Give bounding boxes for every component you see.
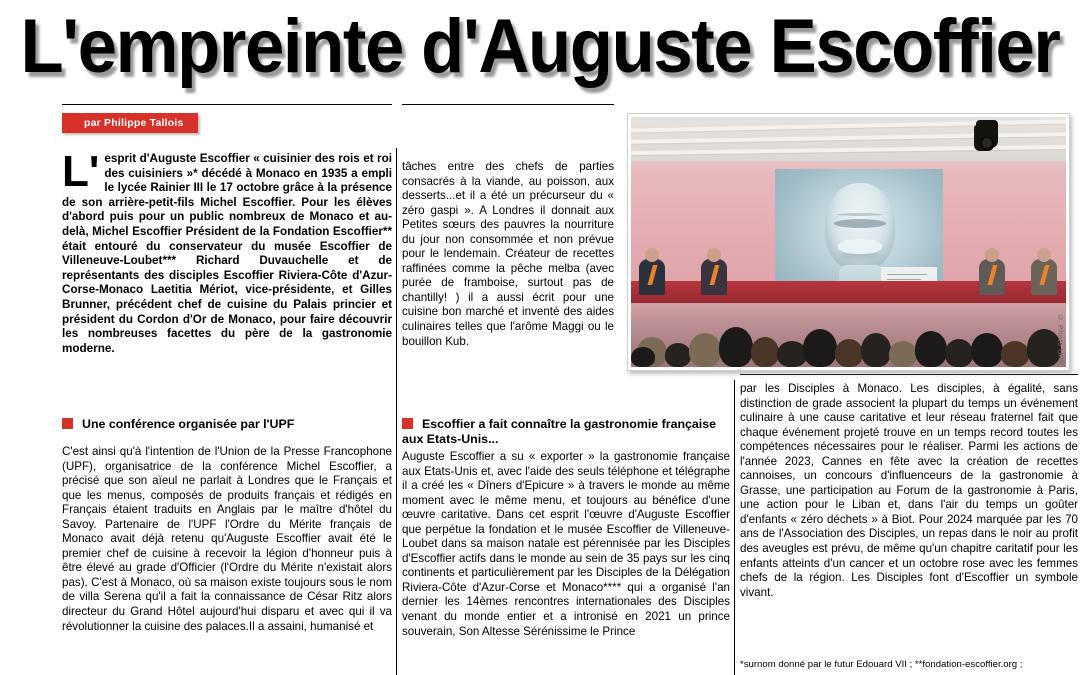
ceiling-lights <box>631 117 1066 161</box>
photo-credit: © Photo UPF <box>1056 313 1065 366</box>
section-heading-upf <box>62 417 398 432</box>
red-square-bullet-icon <box>402 418 413 429</box>
audience <box>631 287 1066 367</box>
column1-body: C'est ainsi qu'à l'intention de l'Union de la Presse Francophone (UPF), organisatrice de la conférence Michel Escoffier, a précisé que son aïeul ne parlait à Londres que le Français et que les menus, composés de produits français et rédigés en Français étaient traduits en Anglais par le maître d'hôtel du Savoy. Partenaire de l'UPF l'Ordre du Mérite français de Monaco avait déjà retenu qu'Auguste Escoffier avait été le premier chef de cuisine à recevoir la légion d'honneur puis à être élevé au grade d'Officier (l'Ordre du Mérite n'existait alors pas). C'est à Monaco, où sa maison existe toujours sous le nom de villa Serena qu'il a fait la connaissance de César Ritz alors directeur du Grand Hôtel aujourd'hui disparu et avec qui il va révolutionner la cuisine des palaces.Il a assaini, humanisé et <box>62 445 392 633</box>
escoffier-portrait <box>825 183 895 271</box>
section-heading-upf-label: Une conférence organisée par l'UPF <box>82 417 295 431</box>
section-heading-etats-unis-label: Escoffier a fait connaître la gastronomie française aux Etats-Unis... <box>402 417 717 447</box>
photo-image <box>631 117 1066 367</box>
footnote: *surnom donné par le futur Edouard VII ; **fondation-escoffier.org ; <box>740 659 1023 670</box>
column2-body-wide: Auguste Escoffier a su « exporter » la gastronomie française aux Etats-Unis et, avec l'aide des seuls téléphone et télégraphe il a créé les « Dîners d'Epicure » à travers le monde au même moment avec le même menu, et toujours au bénéfice d'une œuvre caritative. Dans cet esprit l'œuvre d'Auguste Escoffier que perpétue la fondation et le musée Escoffier de Villeneuve-Loubet dans sa maison natale est pérennisée par les Disciples d'Escoffier actifs dans le monde au sein de 35 pays sur les cinq continents et particulièrement par les Disciples de la Délégation Riviera-Côte d'Azur-Corse et Monaco**** qui a organisé l'an dernier les 14èmes rencontres internationales des Disciples venant du monde entier et a intronisé en 2021 un prince souverain, Son Altesse Sérénissime le Prince <box>402 450 730 638</box>
red-square-bullet-icon <box>62 418 73 429</box>
column3-body: par les Disciples à Monaco. Les disciples, à égalité, sans distinction de grade associent la plupart du temps un événement culinaire à une cause caritative et leur réseau fraternel fait que chaque événement projeté trouve en un temps record toutes les compétences nécessaires pour le réaliser. Parmi les actions de l'année 2023, Cannes en fête avec la création de recettes cannoises, un concours d'influenceurs de la gastronomie à Grasse, une participation au Forum de la gastronomie à Paris, une action pour le Liban et, dans l'air du temps un goûter d'enfants « zéro déchets » à Biot. Pour 2024 marquée par les 70 ans de l'Association des Disciples, un repas dans le noir au profit des aveugles est prévu, de même qu'un chapitre caritatif pour les enfants atteints d'un cancer et un octobre rose avec les femmes chefs de la région. Les Disciples font d'Escoffier un symbole vivant. <box>740 382 1078 599</box>
page-title: L'empreinte d'Auguste Escoffier <box>20 4 1060 89</box>
byline: par Philippe Tallois <box>62 113 198 133</box>
section-heading-etats-unis <box>402 417 732 448</box>
column2-body-top: tâches entre des chefs de parties consacrés à la viande, au poisson, aux desserts...et il a été un précurseur du « zéro gaspi ». A Londres il donnait aux Petites sœurs des pauvres la nourriture du jour non consommée et non prévue pour le lendemain. Créateur de recettes raffinées comme la pêche melba (avec purée de framboise, surtout pas de chantilly! ) il a aussi écrit pour une cuisine bon marché et inventé des aides culinaires telles que l'arôme Maggi ou le bouillon Kub. <box>402 160 614 348</box>
divider-rule-column3-top <box>740 374 1078 375</box>
spotlight-icon <box>976 120 998 148</box>
column-divider-1 <box>396 148 397 675</box>
divider-rule-column2-top <box>402 104 614 105</box>
divider-rule-column1-top <box>62 104 392 105</box>
intro-paragraph: L'esprit d'Auguste Escoffier « cuisinier des rois et roi des cuisiniers »* décédé à Monaco en 1935 a empli le lycée Rainier III le 17 octobre grâce à la présence de son arrière-petit-fils Michel Escoffier. Pour les élèves d'abord puis pour un public nombreux de Monaco et au-delà, Michel Escoffier Président de la Fondation Escoffier** était entouré du conservateur du musée Escoffier de Villeneuve-Loubet*** Richard Duvauchelle et de représentants des disciples Escoffier Riviera-Côte d'Azur-Corse-Monaco Laetitia Mériot, vice-présidente, et Gilles Brunner, précédent chef de cuisine du Palais princier et président du Cordon d'Or de Monaco, pour faire découvrir les nombreuses facettes du père de la gastronomie moderne. <box>62 147 392 355</box>
headline-banner <box>0 0 1080 95</box>
article-photo <box>627 113 1070 371</box>
column-divider-2 <box>734 380 735 675</box>
